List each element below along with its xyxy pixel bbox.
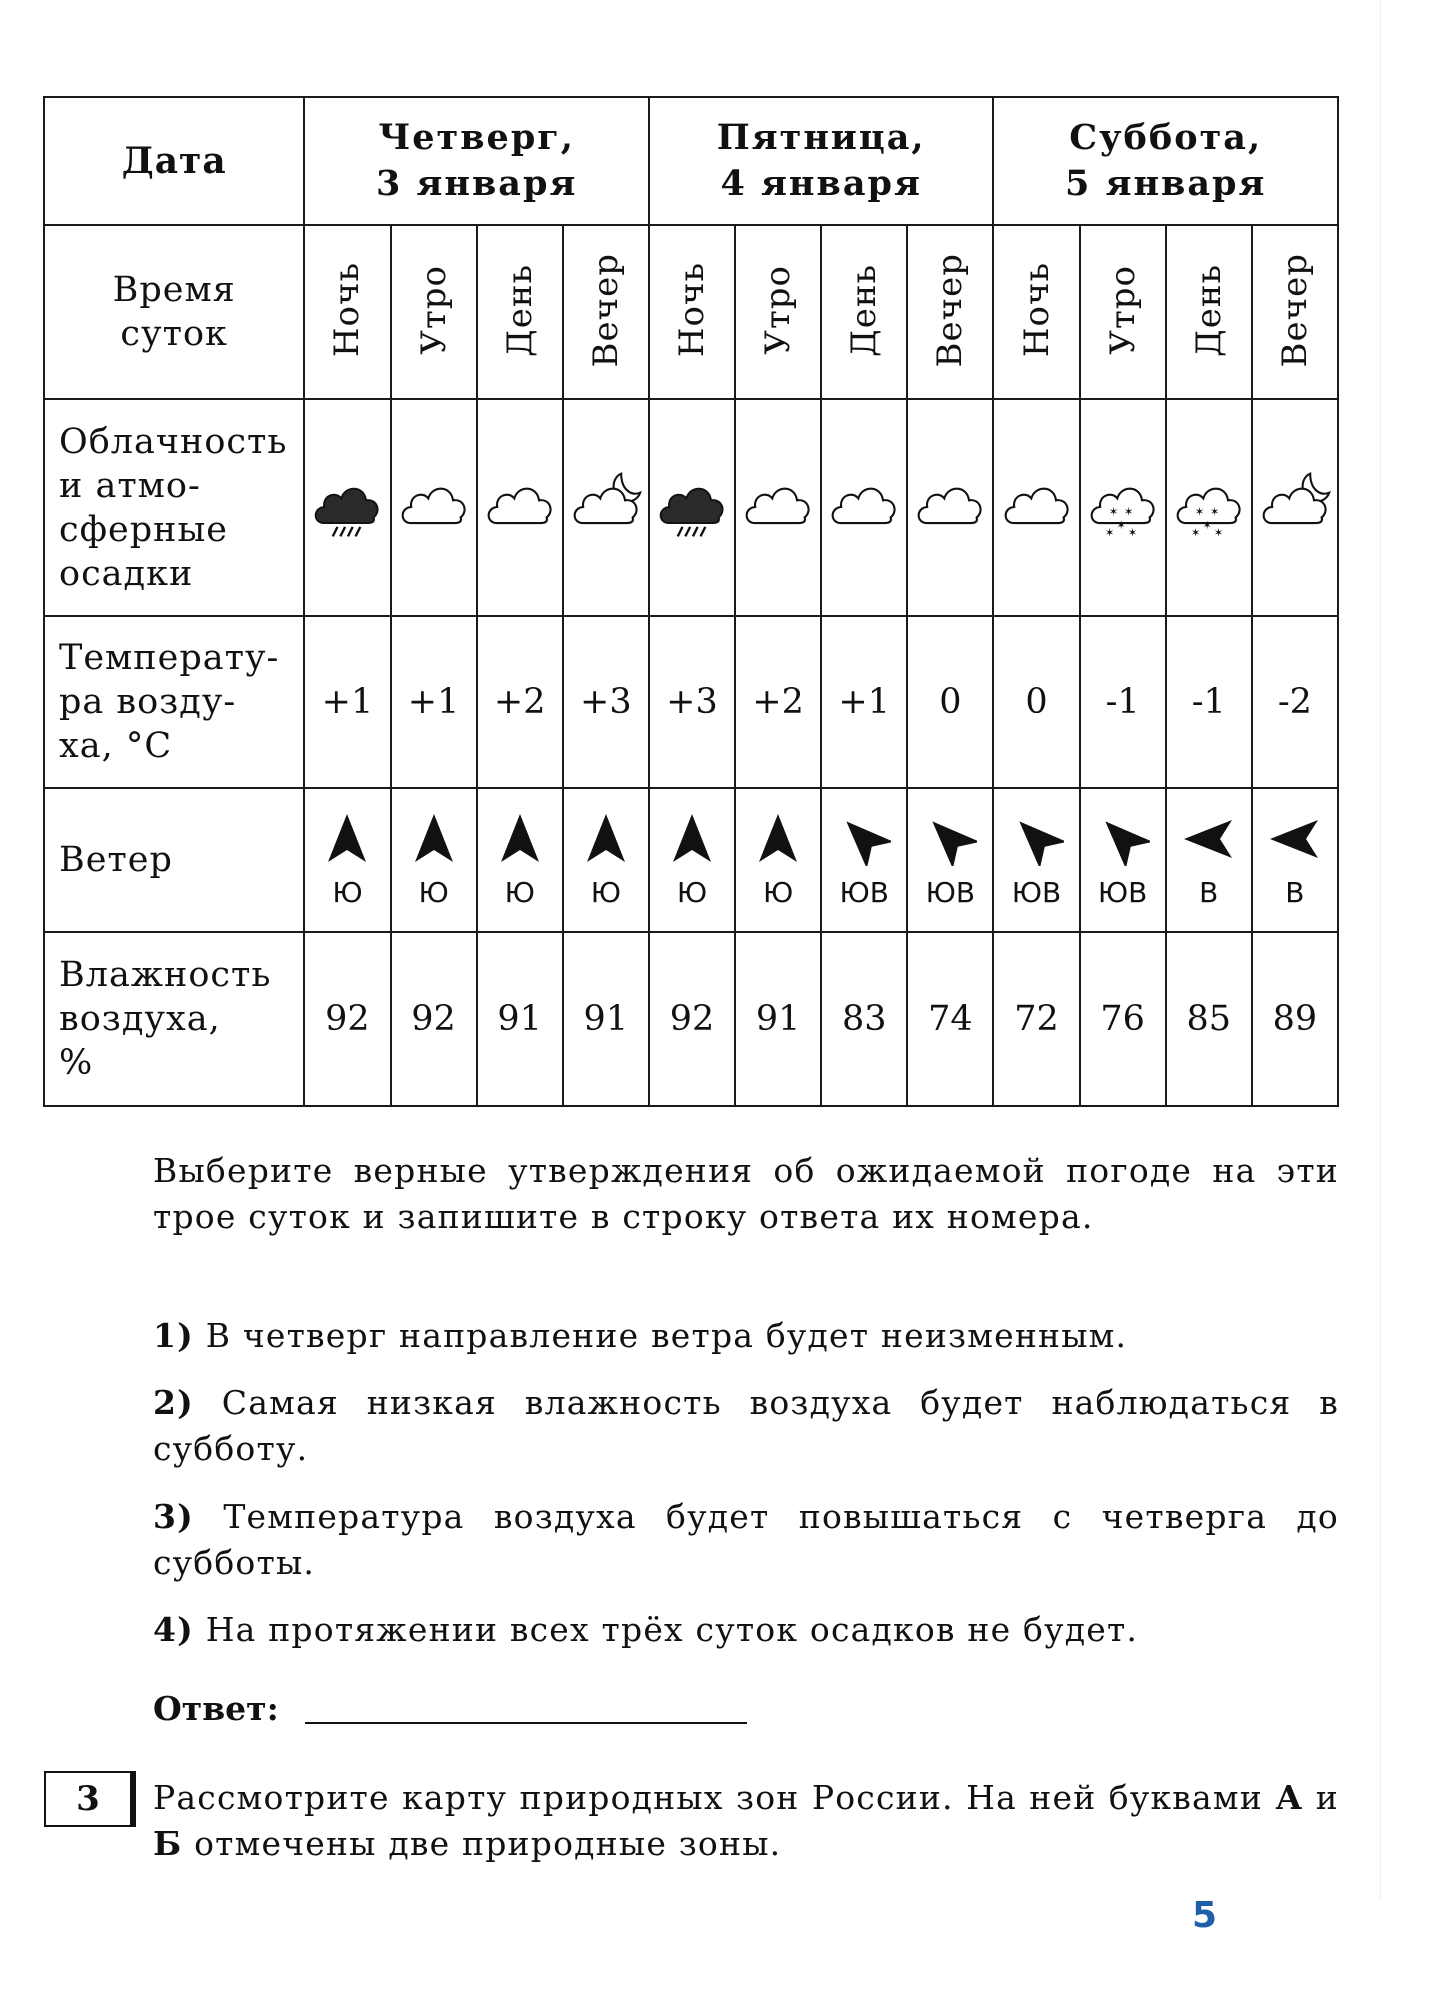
humidity-label-line: %: [59, 1043, 94, 1083]
arrow-north-icon: [493, 812, 547, 866]
humidity-cell: [477, 932, 563, 1106]
snow-cloud-icon: [1085, 466, 1161, 546]
time-of-day: День: [844, 263, 885, 357]
wind-cell: [477, 788, 563, 932]
svg-text:✶: ✶: [1194, 504, 1205, 518]
arrow-north-icon: [665, 812, 719, 866]
humidity-cell: [1080, 932, 1166, 1106]
cloud-cell: [563, 399, 649, 616]
svg-text:✶: ✶: [1123, 504, 1134, 518]
day-date: 3 января: [375, 163, 578, 204]
cloud-icon: [396, 466, 472, 546]
rain-cloud-icon: [309, 466, 385, 546]
humidity-value: 92: [411, 999, 456, 1039]
cloud-icon: [912, 466, 988, 546]
humidity-cell: [821, 932, 907, 1106]
cloud-label-line: и атмо-: [59, 465, 201, 506]
humidity-value: 76: [1100, 999, 1145, 1039]
temperature-cell: [649, 616, 735, 788]
wind-cell: [1166, 788, 1252, 932]
arrow-northwest-icon: [1010, 812, 1064, 866]
temperature-label-line: ха, °С: [59, 726, 173, 766]
temperature-value: 0: [1025, 682, 1048, 722]
cloud-cell: [391, 399, 477, 616]
time-of-day: Вечер: [930, 252, 971, 368]
svg-text:✶: ✶: [1104, 524, 1115, 539]
cloud-icon: [482, 466, 558, 546]
wind-direction: ЮВ: [1011, 875, 1062, 909]
svg-text:✶: ✶: [1127, 524, 1137, 539]
temperature-cell: [1080, 616, 1166, 788]
statement-text: В четверг направление ветра будет неизменным.: [205, 1316, 1128, 1355]
day-name: Суббота,: [1069, 117, 1263, 158]
temperature-row: [44, 616, 1338, 788]
svg-text:✶: ✶: [1202, 517, 1212, 532]
statement-2: [153, 1380, 1339, 1472]
date-row: [44, 97, 1338, 225]
cloud-icon: [826, 466, 902, 546]
time-cell: [1080, 225, 1166, 399]
svg-text:✶: ✶: [1209, 504, 1220, 518]
day-date: 5 января: [1065, 163, 1267, 204]
time-of-day: Утро: [413, 265, 454, 355]
temperature-cell: [304, 616, 390, 788]
statement-text: Температура воздуха будет повышаться с четверга до субботы.: [153, 1497, 1339, 1582]
answer-label: Ответ:: [153, 1689, 279, 1728]
cloud-cell: [821, 399, 907, 616]
temperature-cell: [563, 616, 649, 788]
wind-direction: Ю: [332, 875, 363, 909]
temperature-value: +1: [838, 682, 891, 722]
humidity-row: [44, 932, 1338, 1106]
arrow-west-icon: [1268, 812, 1322, 866]
temperature-label-line: ра возду-: [59, 682, 237, 722]
wind-label: Ветер: [44, 788, 304, 932]
time-of-day: Ночь: [1016, 262, 1057, 358]
time-cell: [735, 225, 821, 399]
wind-cell: [304, 788, 390, 932]
day-saturday: [993, 97, 1338, 225]
temperature-cell: [1166, 616, 1252, 788]
temperature-cell: [821, 616, 907, 788]
humidity-cell: [735, 932, 821, 1106]
arrow-north-icon: [751, 812, 805, 866]
wind-direction: В: [1199, 875, 1219, 909]
temperature-cell: [907, 616, 993, 788]
arrow-northwest-icon: [923, 812, 977, 866]
temperature-cell: [391, 616, 477, 788]
svg-text:✶: ✶: [1190, 524, 1201, 539]
time-cell: [907, 225, 993, 399]
statement-4: [153, 1607, 1339, 1653]
cloud-icon: [740, 466, 816, 546]
humidity-cell: [563, 932, 649, 1106]
humidity-value: 85: [1186, 999, 1232, 1039]
cloud-label-line: сферные: [59, 509, 229, 550]
humidity-cell: [304, 932, 390, 1106]
cloud-cell: [304, 399, 390, 616]
temperature-value: 0: [939, 682, 962, 722]
cloud-moon-icon: [1257, 466, 1333, 546]
cloud-label-line: осадки: [59, 553, 194, 594]
cloud-row: [44, 399, 1338, 616]
time-cell: [649, 225, 735, 399]
statement-1: [153, 1313, 1339, 1359]
humidity-cell: [1166, 932, 1252, 1106]
statement-number: 3): [153, 1497, 194, 1536]
humidity-value: 83: [841, 999, 887, 1039]
time-cell: [304, 225, 390, 399]
time-cell: [1252, 225, 1338, 399]
temperature-value: +3: [666, 682, 718, 722]
temperature-value: +1: [407, 682, 460, 722]
rain-cloud-icon: [654, 466, 730, 546]
time-cell: [993, 225, 1079, 399]
humidity-value: 91: [583, 999, 629, 1039]
wind-cell: [563, 788, 649, 932]
task-3-text-part: и: [1303, 1778, 1339, 1817]
cloud-cell: [477, 399, 563, 616]
time-cell: [563, 225, 649, 399]
humidity-value: 72: [1014, 999, 1059, 1039]
humidity-cell: [993, 932, 1079, 1106]
cloud-moon-icon: [568, 466, 644, 546]
statement-text: На протяжении всех трёх суток осадков не будет.: [205, 1610, 1139, 1649]
wind-cell: [1080, 788, 1166, 932]
temperature-value: -2: [1277, 682, 1312, 722]
temperature-value: +3: [580, 682, 632, 722]
time-of-day: Вечер: [1274, 252, 1315, 368]
temperature-cell: [993, 616, 1079, 788]
wind-direction: Ю: [676, 875, 708, 909]
wind-cell: [821, 788, 907, 932]
cloud-cell: [735, 399, 821, 616]
temperature-label: [44, 616, 304, 788]
answer-input-line[interactable]: [305, 1722, 747, 1724]
task-3-text-part: Рассмотрите карту природных зон России. На ней буквами: [153, 1778, 1276, 1817]
humidity-value: 89: [1272, 999, 1318, 1039]
temperature-cell: [477, 616, 563, 788]
statement-number: 4): [153, 1610, 194, 1649]
wind-direction: Ю: [762, 875, 794, 909]
arrow-north-icon: [579, 812, 633, 866]
wind-direction: Ю: [504, 875, 535, 909]
task-3-text: [153, 1775, 1339, 1867]
temperature-value: +2: [752, 682, 804, 722]
task-number-box: 3: [44, 1771, 132, 1827]
time-label: [44, 225, 304, 399]
time-of-day: День: [1188, 263, 1229, 357]
humidity-cell: [1252, 932, 1338, 1106]
wind-direction: ЮВ: [1097, 875, 1148, 909]
cloud-label-line: Облачность: [59, 421, 288, 462]
statement-number: 1): [153, 1316, 194, 1355]
time-cell: [1166, 225, 1252, 399]
svg-text:✶: ✶: [1115, 517, 1126, 532]
humidity-cell: [391, 932, 477, 1106]
temperature-cell: [1252, 616, 1338, 788]
statement-text: Самая низкая влажность воздуха будет наблюдаться в субботу.: [153, 1383, 1339, 1468]
humidity-cell: [907, 932, 993, 1106]
wind-direction: Ю: [590, 875, 621, 909]
wind-cell: [649, 788, 735, 932]
time-cell: [821, 225, 907, 399]
svg-text:✶: ✶: [1108, 504, 1118, 518]
time-of-day: Вечер: [585, 252, 626, 368]
arrow-west-icon: [1182, 812, 1236, 866]
day-friday: [649, 97, 994, 225]
humidity-cell: [649, 932, 735, 1106]
wind-cell: [907, 788, 993, 932]
day-date: 4 января: [720, 163, 922, 204]
wind-cell: [1252, 788, 1338, 932]
humidity-value: 92: [669, 999, 715, 1039]
cloud-cell: [993, 399, 1079, 616]
temperature-value: -1: [1191, 682, 1226, 722]
time-cell: [477, 225, 563, 399]
temperature-label-line: Температу-: [59, 638, 280, 678]
day-name: Пятница,: [716, 117, 926, 158]
task-3-text-part: отмечены две природные зоны.: [182, 1824, 782, 1863]
temperature-value: -1: [1105, 682, 1140, 722]
statement-number: 2): [153, 1383, 194, 1422]
wind-direction: В: [1285, 875, 1305, 909]
time-of-day: День: [499, 263, 540, 357]
cloud-cell: [1252, 399, 1338, 616]
wind-cell: [391, 788, 477, 932]
day-thursday: [304, 97, 649, 225]
statement-3: [153, 1494, 1339, 1586]
temperature-cell: [735, 616, 821, 788]
page-number: 5: [1192, 1895, 1218, 1936]
cloud-cell: [649, 399, 735, 616]
humidity-label-line: Влажность: [59, 955, 272, 995]
wind-direction: ЮВ: [839, 875, 889, 909]
time-of-day: Ночь: [327, 262, 368, 358]
cloud-cell: [907, 399, 993, 616]
temperature-value: +1: [321, 682, 374, 722]
snow-cloud-icon: [1171, 466, 1247, 546]
time-of-day: Утро: [1102, 265, 1143, 355]
humidity-label-line: воздуха,: [59, 999, 221, 1039]
wind-direction: Ю: [418, 875, 449, 909]
wind-cell: [993, 788, 1079, 932]
humidity-value: 91: [497, 999, 542, 1039]
temperature-value: +2: [493, 682, 546, 722]
wind-direction: ЮВ: [925, 875, 976, 909]
date-label: Дата: [44, 97, 304, 225]
time-row: [44, 225, 1338, 399]
time-of-day: Ночь: [671, 262, 712, 358]
humidity-value: 74: [928, 999, 973, 1039]
cloud-icon: [999, 466, 1075, 546]
weather-table: [43, 96, 1339, 1107]
time-cell: [391, 225, 477, 399]
arrow-northwest-icon: [1096, 812, 1150, 866]
wind-cell: [735, 788, 821, 932]
cloud-cell: [1080, 399, 1166, 616]
arrow-north-icon: [320, 812, 374, 866]
zone-letter-b: Б: [153, 1824, 183, 1863]
humidity-value: 91: [755, 999, 801, 1039]
arrow-north-icon: [407, 812, 461, 866]
cloud-cell: [1166, 399, 1252, 616]
day-name: Четверг,: [378, 117, 575, 158]
humidity-value: 92: [325, 999, 370, 1039]
wind-row: [44, 788, 1338, 932]
time-of-day: Утро: [758, 265, 799, 355]
svg-text:✶: ✶: [1213, 524, 1224, 539]
cloud-label: [44, 399, 304, 616]
time-label-line: суток: [120, 314, 228, 354]
zone-letter-a: А: [1275, 1778, 1304, 1817]
humidity-label: [44, 932, 304, 1106]
time-label-line: Время: [112, 270, 236, 310]
arrow-northwest-icon: [837, 812, 891, 866]
task-instructions: Выберите верные утверждения об ожидаемой погоде на эти трое суток и запишите в строку ответа их номера.: [153, 1151, 1339, 1236]
